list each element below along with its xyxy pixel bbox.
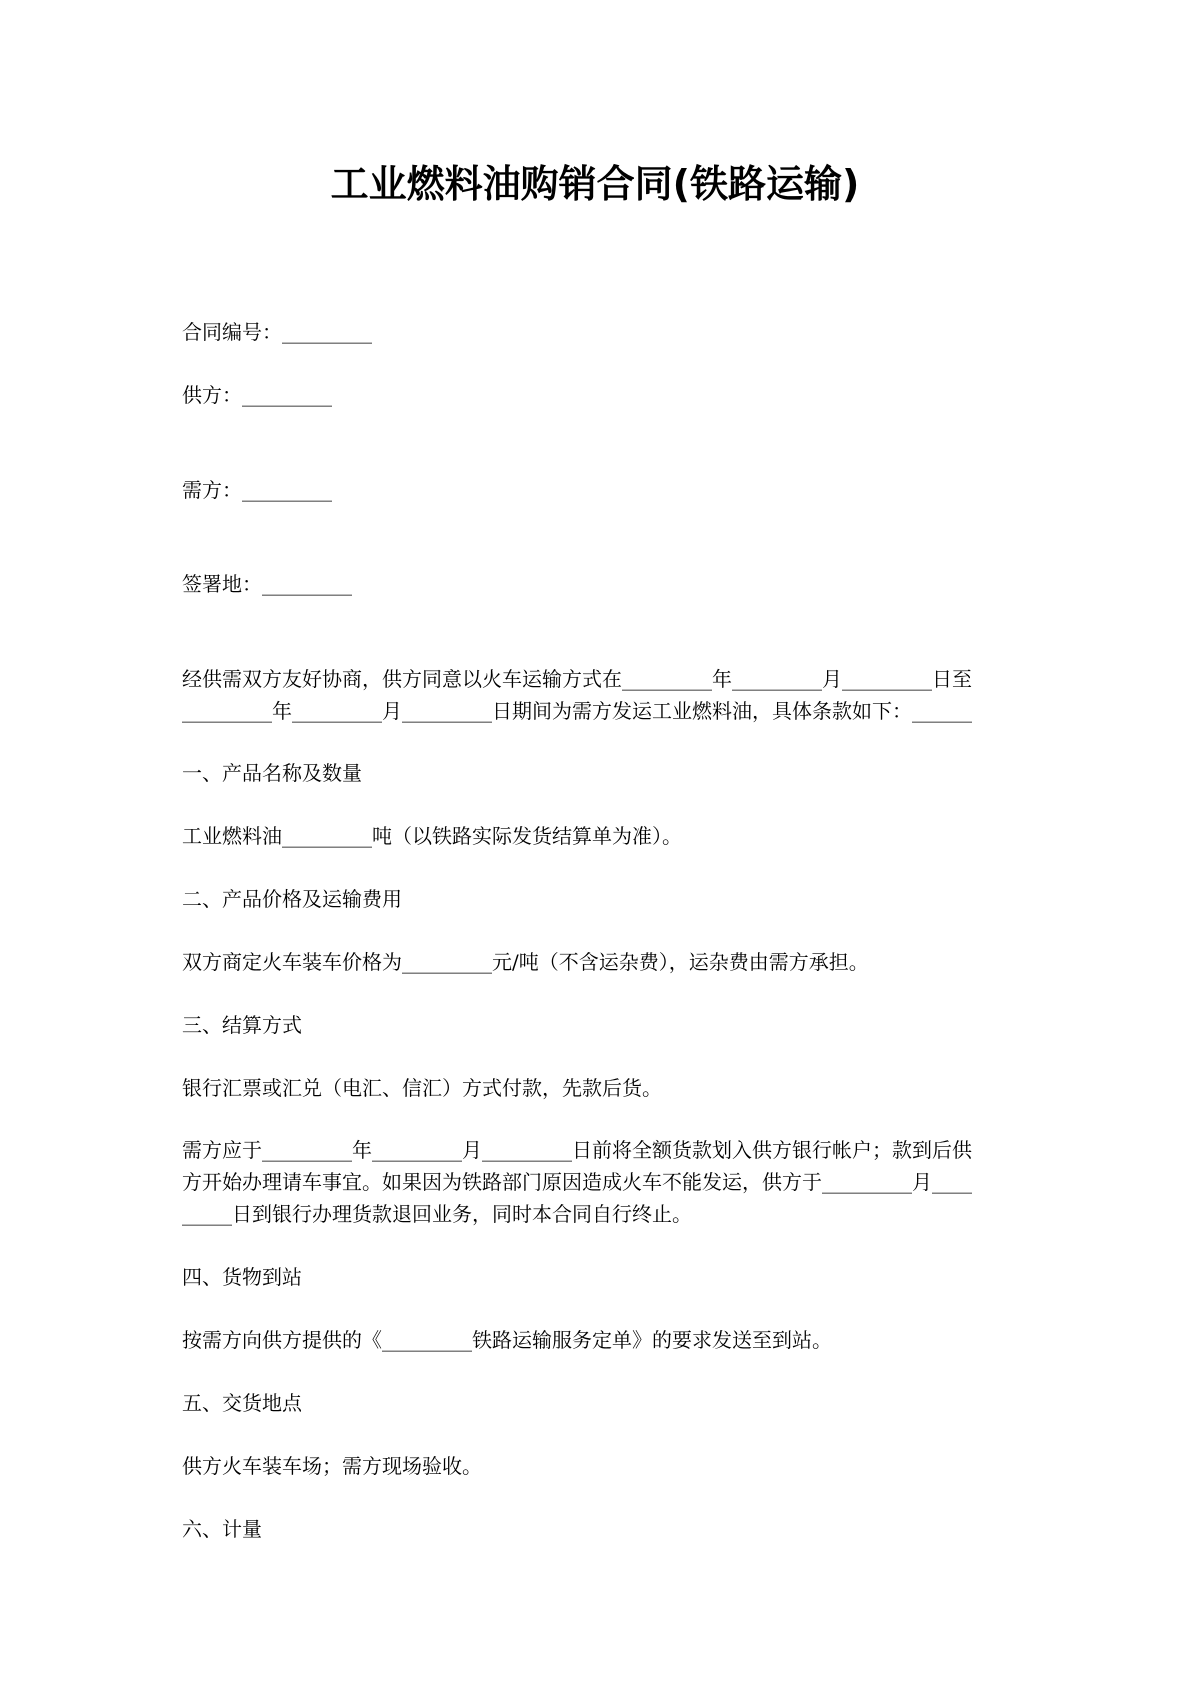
intro-paragraph-line-1: 经供需双方友好协商，供方同意以火车运输方式在_________年_________月_________日至 — [182, 667, 972, 691]
section-heading-3: 三、结算方式 — [182, 1013, 302, 1037]
section-heading-2: 二、产品价格及运输费用 — [182, 887, 402, 911]
document-title: 工业燃料油购销合同(铁路运输) — [330, 162, 860, 206]
section-heading-1: 一、产品名称及数量 — [182, 761, 362, 785]
section-heading-6: 六、计量 — [182, 1517, 262, 1541]
buyer-line: 需方：_________ — [182, 478, 332, 502]
supplier-line: 供方：_________ — [182, 383, 332, 407]
section-heading-4: 四、货物到站 — [182, 1265, 302, 1289]
section-4-body: 按需方向供方提供的《_________铁路运输服务定单》的要求发送至到站。 — [182, 1328, 832, 1352]
section-1-body: 工业燃料油_________吨（以铁路实际发货结算单为准）。 — [182, 824, 682, 848]
section-3-body-2-line-1: 需方应于_________年_________月_________日前将全额货款划入供方银行帐户；款到后供 — [182, 1138, 972, 1162]
section-5-body: 供方火车装车场；需方现场验收。 — [182, 1454, 482, 1478]
section-2-body: 双方商定火车装车价格为_________元/吨（不含运杂费），运杂费由需方承担。 — [182, 950, 869, 974]
intro-paragraph-line-2: _________年_________月_________日期间为需方发运工业燃料油，具体条款如下：______ — [182, 699, 972, 723]
section-3-body-2-line-2: 方开始办理请车事宜。如果因为铁路部门原因造成火车不能发运，供方于_________月____ — [182, 1170, 972, 1194]
contract-number-line: 合同编号：_________ — [182, 320, 372, 344]
section-heading-5: 五、交货地点 — [182, 1391, 302, 1415]
section-3-body-2-line-3: _____日到银行办理货款退回业务，同时本合同自行终止。 — [182, 1202, 692, 1226]
section-3-body-1: 银行汇票或汇兑（电汇、信汇）方式付款，先款后货。 — [182, 1076, 662, 1100]
signing-place-line: 签署地：_________ — [182, 572, 352, 596]
